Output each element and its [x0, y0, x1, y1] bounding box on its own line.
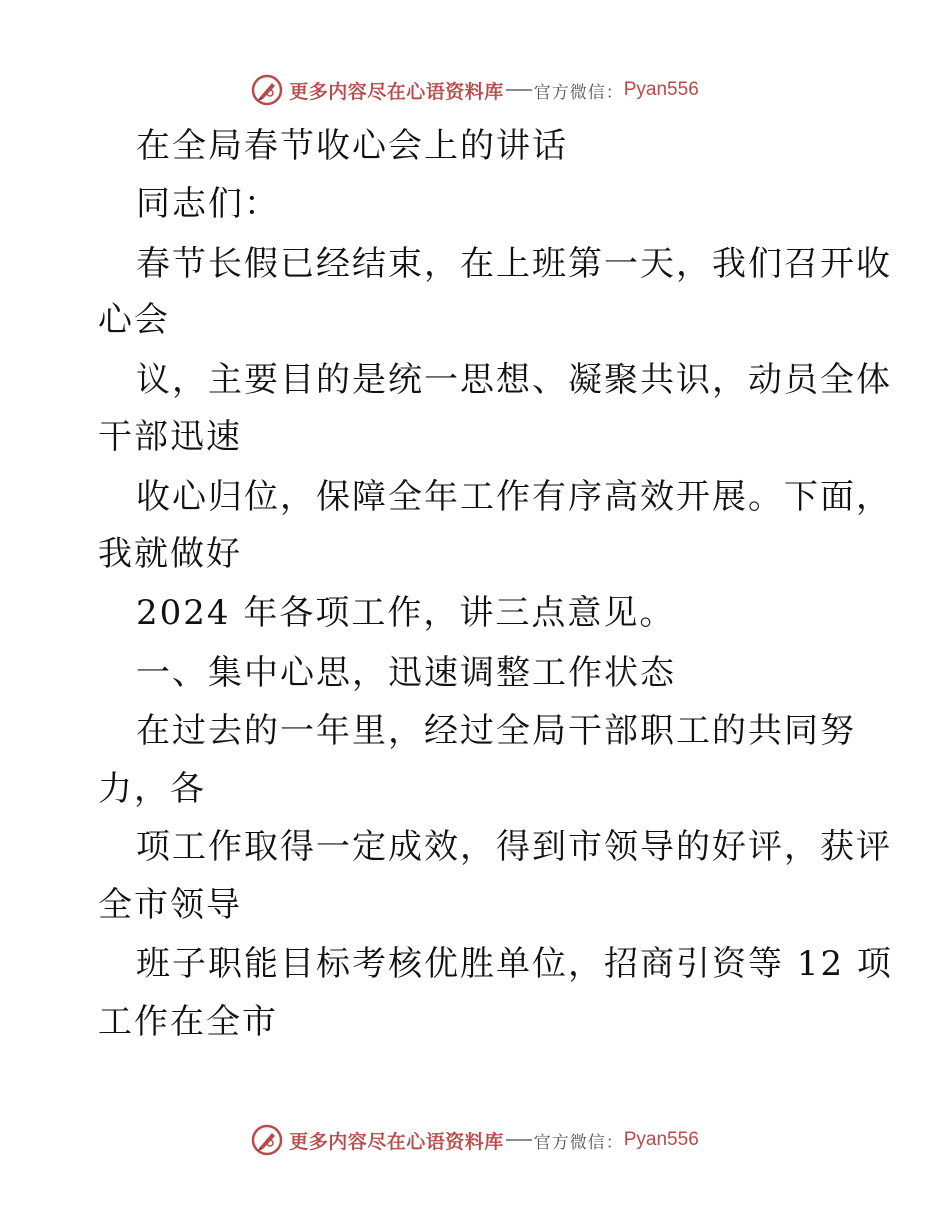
paragraph-line: 全市领导: [98, 885, 242, 925]
paragraph-line: 班子职能目标考核优胜单位，招商引资等 12 项: [136, 944, 893, 984]
paragraph-line: 我就做好: [98, 534, 242, 574]
watermark-label: 官方微信：: [533, 82, 624, 103]
watermark-dash: [506, 1139, 532, 1141]
watermark-footer: [0, 1120, 950, 1160]
paragraph-line: 力，各: [98, 769, 206, 809]
salutation: 同志们：: [136, 184, 280, 224]
paragraph-line: 收心归位，保障全年工作有序高效开展。下面，: [136, 477, 892, 517]
paragraph-line: 工作在全市: [98, 1002, 278, 1042]
quill-logo-icon: [251, 74, 283, 106]
document-title: 在全局春节收心会上的讲话: [136, 126, 568, 166]
watermark-main-text: 更多内容尽在心语资料库: [289, 1130, 504, 1153]
watermark-main-text: 更多内容尽在心语资料库: [289, 80, 504, 103]
paragraph-line: 干部迅速: [98, 417, 242, 457]
watermark-dash: [506, 89, 532, 91]
quill-logo-icon: [251, 1124, 283, 1156]
watermark-wechat-id: Pyan556: [623, 1129, 699, 1150]
section-heading: 一、集中心思，迅速调整工作状态: [136, 653, 676, 693]
watermark-label: 官方微信：: [533, 1132, 624, 1153]
paragraph-line: 项工作取得一定成效，得到市领导的好评，获评: [136, 827, 892, 867]
paragraph-line: 2024 年各项工作，讲三点意见。: [136, 593, 676, 633]
paragraph-line: 心会: [98, 300, 170, 340]
paragraph-line: 在过去的一年里，经过全局干部职工的共同努: [136, 711, 856, 751]
paragraph-line: 议，主要目的是统一思想、凝聚共识，动员全体: [136, 360, 892, 400]
watermark-wechat-id: Pyan556: [623, 79, 699, 100]
paragraph-line: 春节长假已经结束，在上班第一天，我们召开收: [136, 244, 892, 284]
watermark-header: [0, 70, 950, 110]
